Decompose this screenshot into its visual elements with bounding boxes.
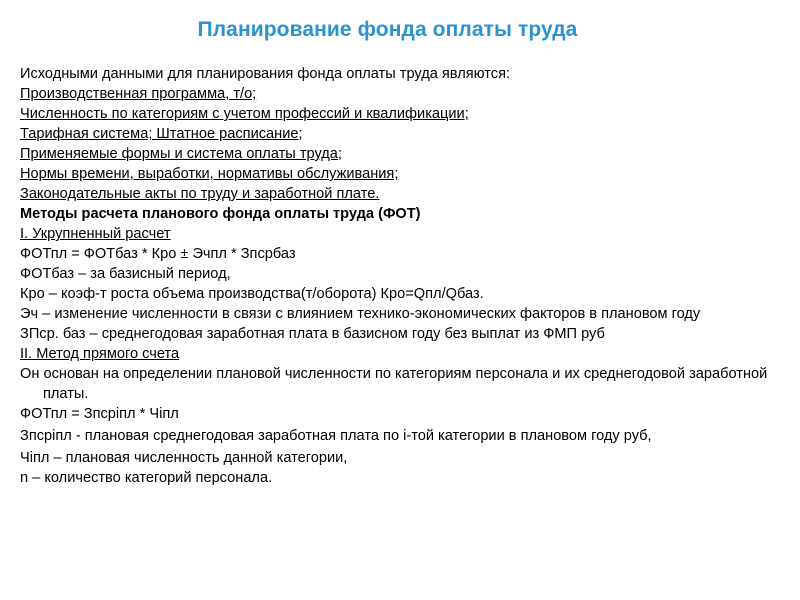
def-fot-baz: ФОТбаз – за базисный период, bbox=[20, 266, 231, 282]
def-ech: Эч – изменение численности в связи с влиянием технико-экономических факторов в плановом году bbox=[20, 306, 701, 322]
source-item-tariff-system: Тарифная система; Штатное расписание; bbox=[20, 126, 303, 142]
slide-title: Планирование фонда оплаты труда bbox=[197, 18, 578, 41]
def-n: n – количество категорий персонала. bbox=[20, 470, 273, 486]
method-2-description: Он основан на определении плановой численности по категориям персонала и их среднегодовой заработной платы. bbox=[20, 366, 768, 402]
intro-line: Исходными данными для планирования фонда оплаты труда являются: bbox=[20, 66, 511, 82]
source-item-pay-forms: Применяемые формы и система оплаты труда; bbox=[20, 146, 342, 162]
methods-heading: Методы расчета планового фонда оплаты труда (ФОТ) bbox=[20, 206, 421, 222]
method-2-formula: ФОТпл = Зпсрiпл * Чiпл bbox=[20, 406, 179, 422]
method-1-formula: ФОТпл = ФОТбаз * Кро ± Эчпл * Зпсрбаз bbox=[20, 246, 296, 262]
def-zpsr-i-pl: Зпсрiпл - плановая среднегодовая заработная плата по i-той категории в плановом году руб, bbox=[20, 428, 652, 444]
source-item-production-program: Производственная программа, т/о; bbox=[20, 86, 257, 102]
def-kro: Кро – коэф-т роста объема производства(т/оборота) Кро=Qпл/Qбаз. bbox=[20, 286, 484, 302]
source-item-legislation: Законодательные акты по труду и заработной плате. bbox=[20, 186, 380, 202]
source-item-headcount: Численность по категориям с учетом профессий и квалификации; bbox=[20, 106, 469, 122]
def-zp-sr-baz: ЗПср. баз – среднегодовая заработная плата в базисном году без выплат из ФМП руб bbox=[20, 326, 605, 342]
slide-body bbox=[20, 64, 780, 488]
def-ch-i-pl: Чiпл – плановая численность данной категории, bbox=[20, 450, 348, 466]
method-2-heading: II. Метод прямого счета bbox=[20, 346, 180, 362]
method-1-heading: I. Укрупненный расчет bbox=[20, 226, 171, 242]
source-item-norms: Нормы времени, выработки, нормативы обслуживания; bbox=[20, 166, 399, 182]
